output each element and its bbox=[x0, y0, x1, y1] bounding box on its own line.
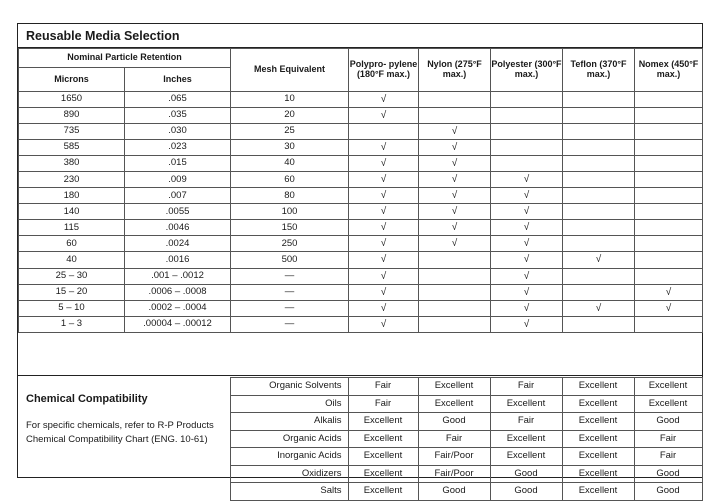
check-cell: √ bbox=[491, 172, 563, 188]
microns-cell: 15 – 20 bbox=[19, 284, 125, 300]
check-cell bbox=[419, 316, 491, 332]
check-cell bbox=[491, 92, 563, 108]
chem-row bbox=[18, 378, 702, 396]
mesh-cell: 250 bbox=[231, 236, 349, 252]
mesh-cell: 60 bbox=[231, 172, 349, 188]
chem-label: Organic Acids bbox=[230, 430, 348, 448]
mesh-cell: 20 bbox=[231, 108, 349, 124]
chem-value: Excellent bbox=[490, 430, 562, 448]
microns-cell: 585 bbox=[19, 140, 125, 156]
microns-cell: 40 bbox=[19, 252, 125, 268]
chem-value: Good bbox=[418, 483, 490, 501]
table-row bbox=[19, 252, 703, 268]
check-cell: √ bbox=[349, 204, 419, 220]
header-mesh: Mesh Equivalent bbox=[231, 49, 349, 92]
check-cell bbox=[419, 108, 491, 124]
check-cell: √ bbox=[349, 172, 419, 188]
chem-value: Fair bbox=[348, 378, 418, 396]
chem-value: Excellent bbox=[348, 430, 418, 448]
chem-value: Good bbox=[634, 483, 702, 501]
mesh-cell: 25 bbox=[231, 124, 349, 140]
check-cell: √ bbox=[419, 124, 491, 140]
check-cell: √ bbox=[491, 252, 563, 268]
chem-value: Good bbox=[490, 465, 562, 483]
chem-value: Fair bbox=[634, 448, 702, 466]
check-cell bbox=[635, 92, 703, 108]
chem-value: Excellent bbox=[562, 378, 634, 396]
check-cell: √ bbox=[419, 172, 491, 188]
check-cell: √ bbox=[635, 284, 703, 300]
check-cell: √ bbox=[563, 300, 635, 316]
check-cell: √ bbox=[419, 140, 491, 156]
microns-cell: 230 bbox=[19, 172, 125, 188]
title-bar bbox=[18, 24, 702, 48]
media-selection-sheet bbox=[17, 23, 703, 497]
chem-value: Good bbox=[490, 483, 562, 501]
check-cell bbox=[563, 316, 635, 332]
header-nomex: Nomex (450°F max.) bbox=[635, 49, 703, 92]
inches-cell: .015 bbox=[125, 156, 231, 172]
check-cell bbox=[635, 316, 703, 332]
check-cell: √ bbox=[563, 252, 635, 268]
table-row bbox=[19, 204, 703, 220]
inches-cell: .0002 – .0004 bbox=[125, 300, 231, 316]
chem-value: Excellent bbox=[562, 448, 634, 466]
chem-value: Excellent bbox=[634, 378, 702, 396]
header-nylon: Nylon (275°F max.) bbox=[419, 49, 491, 92]
inches-cell: .00004 – .00012 bbox=[125, 316, 231, 332]
table-row bbox=[19, 92, 703, 108]
check-cell: √ bbox=[419, 188, 491, 204]
check-cell bbox=[563, 284, 635, 300]
inches-cell: .065 bbox=[125, 92, 231, 108]
chem-value: Excellent bbox=[348, 448, 418, 466]
check-cell: √ bbox=[349, 108, 419, 124]
check-cell bbox=[563, 204, 635, 220]
inches-cell: .001 – .0012 bbox=[125, 268, 231, 284]
chem-value: Excellent bbox=[562, 413, 634, 431]
microns-cell: 1 – 3 bbox=[19, 316, 125, 332]
microns-cell: 380 bbox=[19, 156, 125, 172]
microns-cell: 890 bbox=[19, 108, 125, 124]
check-cell: √ bbox=[491, 268, 563, 284]
check-cell: √ bbox=[419, 204, 491, 220]
check-cell bbox=[635, 252, 703, 268]
table-row bbox=[19, 156, 703, 172]
chem-value: Fair bbox=[634, 430, 702, 448]
microns-cell: 735 bbox=[19, 124, 125, 140]
microns-cell: 1650 bbox=[19, 92, 125, 108]
chem-label: Alkalis bbox=[230, 413, 348, 431]
chem-value: Excellent bbox=[562, 395, 634, 413]
mesh-cell: — bbox=[231, 268, 349, 284]
table-row bbox=[19, 300, 703, 316]
chem-note: For specific chemicals, refer to R-P Products Chemical Compatibility Chart (ENG. 10-61) bbox=[26, 420, 214, 445]
chem-value: Excellent bbox=[490, 448, 562, 466]
inches-cell: .023 bbox=[125, 140, 231, 156]
check-cell: √ bbox=[349, 140, 419, 156]
check-cell bbox=[635, 108, 703, 124]
inches-cell: .0016 bbox=[125, 252, 231, 268]
chem-value: Fair bbox=[490, 413, 562, 431]
check-cell bbox=[563, 268, 635, 284]
chem-title: Chemical Compatibility bbox=[26, 392, 148, 405]
microns-cell: 140 bbox=[19, 204, 125, 220]
chem-value: Excellent bbox=[348, 413, 418, 431]
check-cell: √ bbox=[419, 236, 491, 252]
mesh-cell: 10 bbox=[231, 92, 349, 108]
check-cell: √ bbox=[491, 188, 563, 204]
chem-value: Excellent bbox=[562, 430, 634, 448]
chemical-compatibility-table bbox=[18, 377, 703, 501]
chem-label: Oils bbox=[230, 395, 348, 413]
check-cell bbox=[491, 124, 563, 140]
chem-value: Excellent bbox=[348, 465, 418, 483]
inches-cell: .0055 bbox=[125, 204, 231, 220]
check-cell bbox=[491, 156, 563, 172]
header-nominal: Nominal Particle Retention bbox=[19, 49, 231, 68]
chem-value: Excellent bbox=[634, 395, 702, 413]
mesh-cell: 80 bbox=[231, 188, 349, 204]
check-cell bbox=[563, 188, 635, 204]
chem-value: Good bbox=[634, 413, 702, 431]
media-table bbox=[18, 48, 703, 333]
check-cell bbox=[635, 236, 703, 252]
check-cell bbox=[419, 92, 491, 108]
check-cell: √ bbox=[349, 268, 419, 284]
header-polyester: Polyester (300°F max.) bbox=[491, 49, 563, 92]
mesh-cell: — bbox=[231, 300, 349, 316]
inches-cell: .009 bbox=[125, 172, 231, 188]
chem-value: Good bbox=[418, 413, 490, 431]
check-cell bbox=[419, 252, 491, 268]
table-row bbox=[19, 316, 703, 332]
check-cell bbox=[563, 92, 635, 108]
check-cell: √ bbox=[349, 236, 419, 252]
chem-value: Excellent bbox=[418, 395, 490, 413]
check-cell: √ bbox=[349, 284, 419, 300]
check-cell: √ bbox=[349, 220, 419, 236]
check-cell: √ bbox=[349, 300, 419, 316]
check-cell bbox=[635, 140, 703, 156]
check-cell bbox=[563, 108, 635, 124]
check-cell bbox=[563, 156, 635, 172]
check-cell bbox=[635, 220, 703, 236]
chem-value: Excellent bbox=[562, 465, 634, 483]
check-cell bbox=[419, 284, 491, 300]
chem-value: Excellent bbox=[418, 378, 490, 396]
check-cell bbox=[563, 236, 635, 252]
mesh-cell: 500 bbox=[231, 252, 349, 268]
check-cell: √ bbox=[491, 300, 563, 316]
chem-value: Fair/Poor bbox=[418, 465, 490, 483]
check-cell bbox=[491, 108, 563, 124]
inches-cell: .007 bbox=[125, 188, 231, 204]
inches-cell: .030 bbox=[125, 124, 231, 140]
check-cell bbox=[635, 268, 703, 284]
check-cell bbox=[563, 140, 635, 156]
table-row bbox=[19, 220, 703, 236]
microns-cell: 25 – 30 bbox=[19, 268, 125, 284]
page-title: Reusable Media Selection bbox=[26, 29, 180, 43]
check-cell: √ bbox=[491, 220, 563, 236]
mesh-cell: — bbox=[231, 316, 349, 332]
chem-label: Oxidizers bbox=[230, 465, 348, 483]
mesh-cell: 150 bbox=[231, 220, 349, 236]
check-cell: √ bbox=[491, 204, 563, 220]
chem-value: Excellent bbox=[562, 483, 634, 501]
section-divider bbox=[18, 358, 702, 376]
mesh-cell: 30 bbox=[231, 140, 349, 156]
check-cell bbox=[563, 172, 635, 188]
check-cell: √ bbox=[419, 156, 491, 172]
inches-cell: .0046 bbox=[125, 220, 231, 236]
chem-label: Salts bbox=[230, 483, 348, 501]
check-cell: √ bbox=[635, 300, 703, 316]
header-polypropylene: Polypro- pylene (180°F max.) bbox=[349, 49, 419, 92]
check-cell: √ bbox=[349, 252, 419, 268]
table-row bbox=[19, 268, 703, 284]
check-cell bbox=[349, 124, 419, 140]
table-row bbox=[19, 284, 703, 300]
mesh-cell: — bbox=[231, 284, 349, 300]
table-row bbox=[19, 172, 703, 188]
chem-value: Fair bbox=[490, 378, 562, 396]
chem-value: Fair/Poor bbox=[418, 448, 490, 466]
chem-value: Excellent bbox=[348, 483, 418, 501]
check-cell: √ bbox=[419, 220, 491, 236]
check-cell bbox=[419, 300, 491, 316]
chem-label: Organic Solvents bbox=[230, 378, 348, 396]
chem-label: Inorganic Acids bbox=[230, 448, 348, 466]
check-cell bbox=[635, 172, 703, 188]
check-cell: √ bbox=[491, 284, 563, 300]
microns-cell: 115 bbox=[19, 220, 125, 236]
inches-cell: .035 bbox=[125, 108, 231, 124]
check-cell bbox=[635, 124, 703, 140]
check-cell bbox=[635, 188, 703, 204]
microns-cell: 180 bbox=[19, 188, 125, 204]
check-cell: √ bbox=[491, 316, 563, 332]
check-cell bbox=[419, 268, 491, 284]
check-cell bbox=[491, 140, 563, 156]
chem-value: Excellent bbox=[490, 395, 562, 413]
chem-info bbox=[18, 378, 230, 501]
chem-value: Good bbox=[634, 465, 702, 483]
check-cell bbox=[635, 204, 703, 220]
check-cell: √ bbox=[349, 188, 419, 204]
inches-cell: .0024 bbox=[125, 236, 231, 252]
check-cell: √ bbox=[491, 236, 563, 252]
check-cell: √ bbox=[349, 92, 419, 108]
header-teflon: Teflon (370°F max.) bbox=[563, 49, 635, 92]
chem-value: Fair bbox=[418, 430, 490, 448]
microns-cell: 5 – 10 bbox=[19, 300, 125, 316]
mesh-cell: 40 bbox=[231, 156, 349, 172]
check-cell bbox=[563, 220, 635, 236]
header-microns: Microns bbox=[19, 68, 125, 92]
mesh-cell: 100 bbox=[231, 204, 349, 220]
check-cell: √ bbox=[349, 156, 419, 172]
table-row bbox=[19, 124, 703, 140]
check-cell: √ bbox=[349, 316, 419, 332]
table-row bbox=[19, 108, 703, 124]
check-cell bbox=[563, 124, 635, 140]
table-row bbox=[19, 236, 703, 252]
table-row bbox=[19, 188, 703, 204]
check-cell bbox=[635, 156, 703, 172]
inches-cell: .0006 – .0008 bbox=[125, 284, 231, 300]
microns-cell: 60 bbox=[19, 236, 125, 252]
chem-value: Fair bbox=[348, 395, 418, 413]
header-inches: Inches bbox=[125, 68, 231, 92]
table-row bbox=[19, 140, 703, 156]
